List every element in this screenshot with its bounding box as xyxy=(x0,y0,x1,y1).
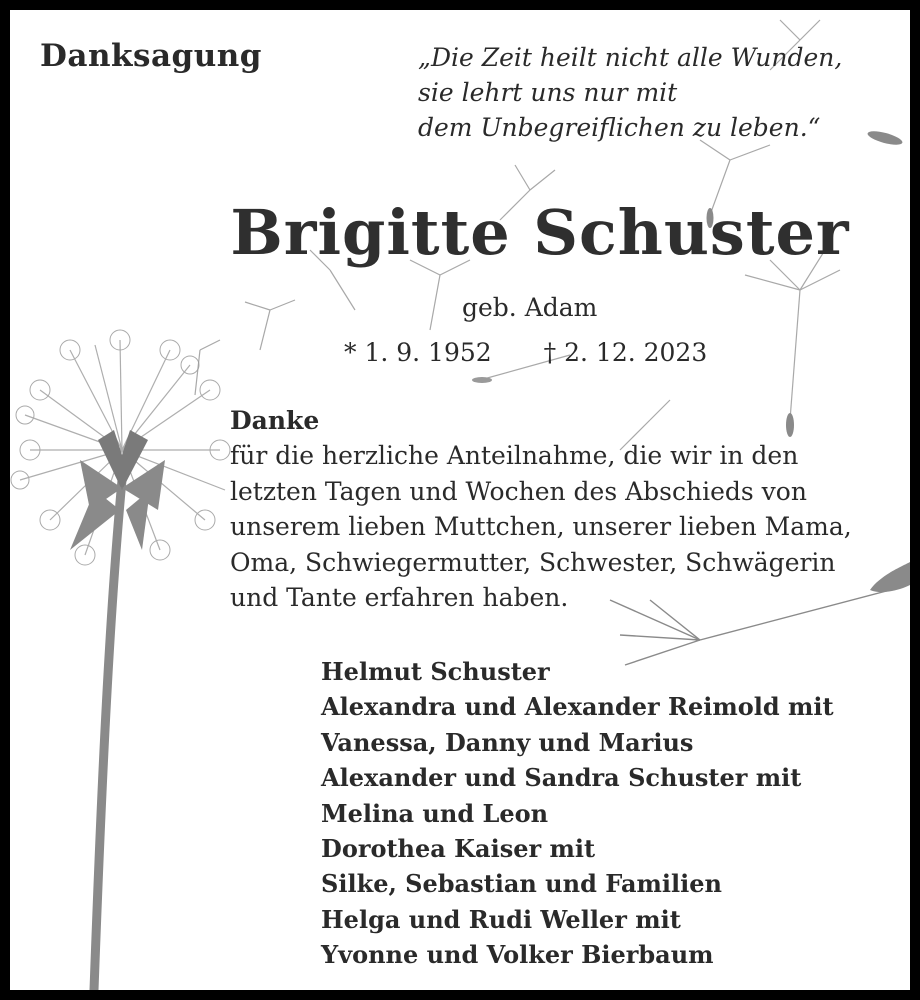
birth-date: * 1. 9. 1952 xyxy=(344,338,492,367)
thanks-line: Oma, Schwiegermutter, Schwester, Schwägerin xyxy=(230,547,836,577)
signer: Helmut Schuster xyxy=(321,657,550,686)
deceased-name: Brigitte Schuster xyxy=(230,196,850,269)
thanks-line: letzten Tagen und Wochen des Abschieds von xyxy=(230,476,807,506)
signer: Alexander und Sandra Schuster mit xyxy=(321,763,802,793)
signer: Dorothea Kaiser mit xyxy=(321,834,596,864)
signer: Vanessa, Danny und Marius xyxy=(321,727,694,757)
thanks-message xyxy=(230,403,900,615)
signer: Silke, Sebastian und Familien xyxy=(321,869,722,899)
quote-line: „Die Zeit heilt nicht alle Wunden, xyxy=(418,43,843,72)
page-title: Danksagung xyxy=(40,38,262,74)
dandelion-stem xyxy=(94,480,122,990)
signer: Melina und Leon xyxy=(321,798,549,828)
signers-list xyxy=(321,654,834,973)
thanks-line: und Tante erfahren haben. xyxy=(230,583,569,613)
signer: Alexandra und Alexander Reimold mit xyxy=(321,692,834,722)
memorial-quote xyxy=(418,40,898,145)
signer: Helga und Rudi Weller mit xyxy=(321,904,681,934)
thanks-lead: Danke xyxy=(230,406,320,435)
death-date: † 2. 12. 2023 xyxy=(543,338,708,367)
thanks-line: für die herzliche Anteilnahme, die wir in den xyxy=(230,441,799,471)
birth-name: geb. Adam xyxy=(462,293,598,322)
quote-line: sie lehrt uns nur mit xyxy=(418,78,678,107)
signer: Yvonne und Volker Bierbaum xyxy=(321,940,714,970)
life-dates xyxy=(344,338,707,367)
thanks-line: unserem lieben Muttchen, unserer lieben Mama, xyxy=(230,512,852,542)
quote-line: dem Unbegreiflichen zu leben.“ xyxy=(418,113,821,142)
